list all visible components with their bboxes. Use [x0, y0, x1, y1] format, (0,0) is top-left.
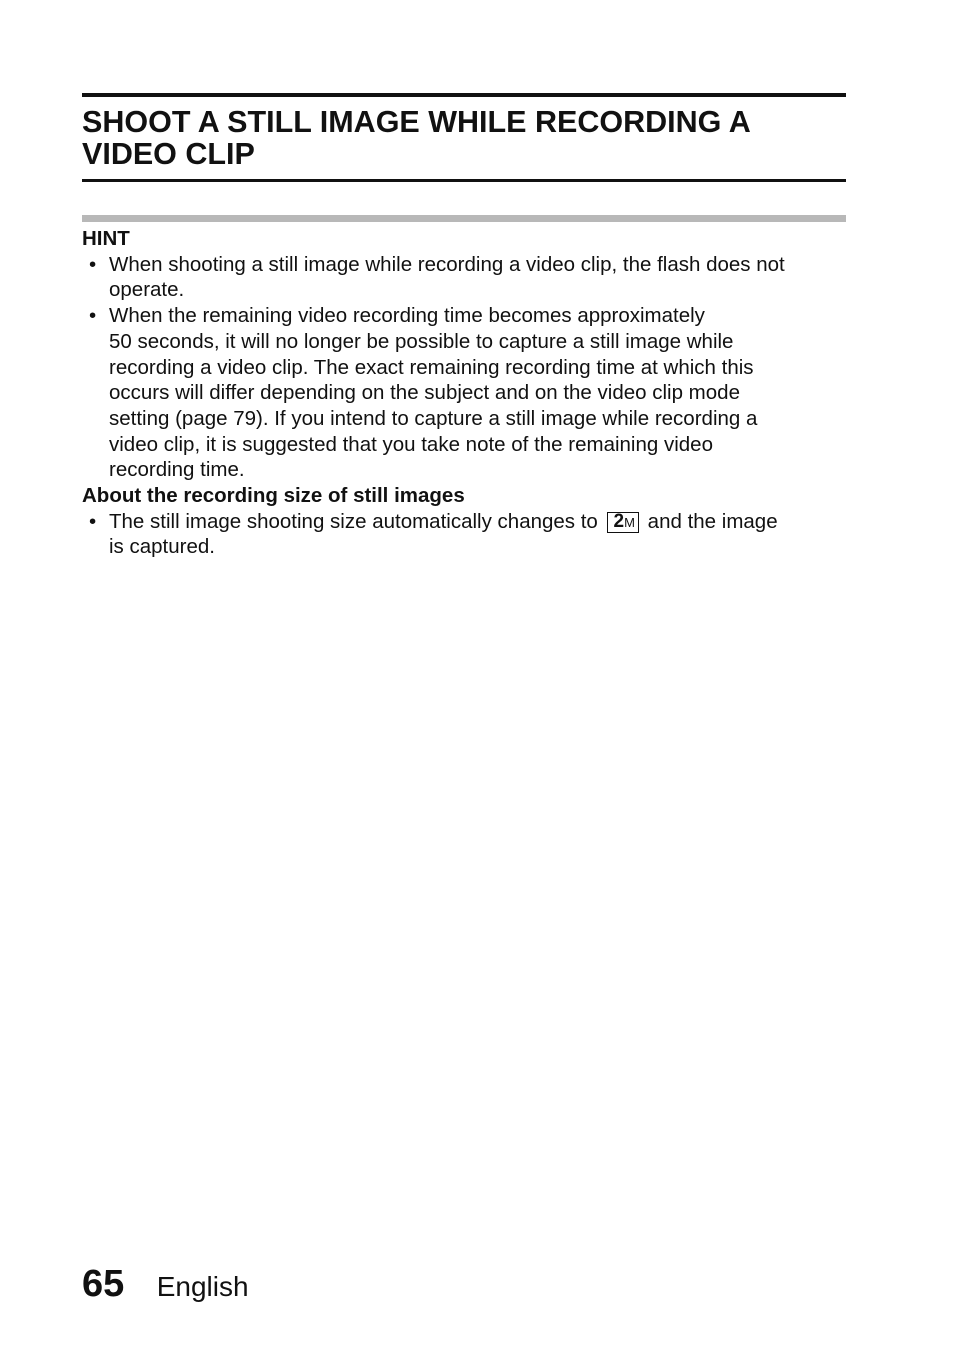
hint-item-2-line-3: recording a video clip. The exact remaining recording time at which this — [109, 355, 754, 379]
content — [82, 226, 846, 560]
language-label: English — [156, 1271, 249, 1302]
hint-item-1-line-2: operate. — [109, 278, 185, 302]
bullet-icon: • — [89, 252, 97, 276]
hint-item-2-line-5: setting (page 79). If you intend to capture a still image while recording a — [109, 406, 758, 430]
hint-list — [82, 252, 846, 483]
recording-size-line-2: is captured. — [109, 535, 215, 559]
page-title — [82, 106, 846, 170]
page-footer — [82, 1262, 249, 1306]
hint-item-2-line-4: occurs will differ depending on the subject and on the video clip mode — [109, 381, 740, 405]
recording-size-list — [82, 509, 846, 560]
page-title-block — [82, 93, 846, 182]
hint-item-2-line-7: recording time. — [109, 458, 245, 482]
hint-item-2-line-6: video clip, it is suggested that you take note of the remaining video — [109, 432, 713, 456]
hint-item-2-line-1: When the remaining video recording time becomes approximately — [109, 304, 705, 328]
hint-divider-bar — [82, 215, 846, 222]
page-title-line-2: VIDEO CLIP — [82, 137, 255, 171]
page-number: 65 — [82, 1263, 125, 1305]
recording-size-text-after-icon: and the image — [647, 509, 778, 533]
size-2m-icon — [607, 512, 639, 533]
hint-item-1-line-1: When shooting a still image while recording a video clip, the flash does not — [109, 252, 785, 276]
hint-item-2-line-2: 50 seconds, it will no longer be possible to capture a still image while — [109, 329, 734, 353]
bullet-icon: • — [89, 304, 97, 328]
recording-size-item — [82, 509, 846, 560]
hint-item-1 — [82, 252, 846, 303]
size-icon-sub: M — [624, 514, 635, 530]
page-title-line-1: SHOOT A STILL IMAGE WHILE RECORDING A — [82, 105, 751, 139]
hint-item-2 — [82, 303, 846, 483]
bullet-icon: • — [89, 509, 97, 533]
recording-size-heading: About the recording size of still images — [82, 484, 465, 508]
recording-size-text-before-icon: The still image shooting size automatically changes to — [109, 509, 598, 533]
hint-heading: HINT — [82, 227, 130, 250]
size-icon-main: 2 — [613, 510, 625, 532]
